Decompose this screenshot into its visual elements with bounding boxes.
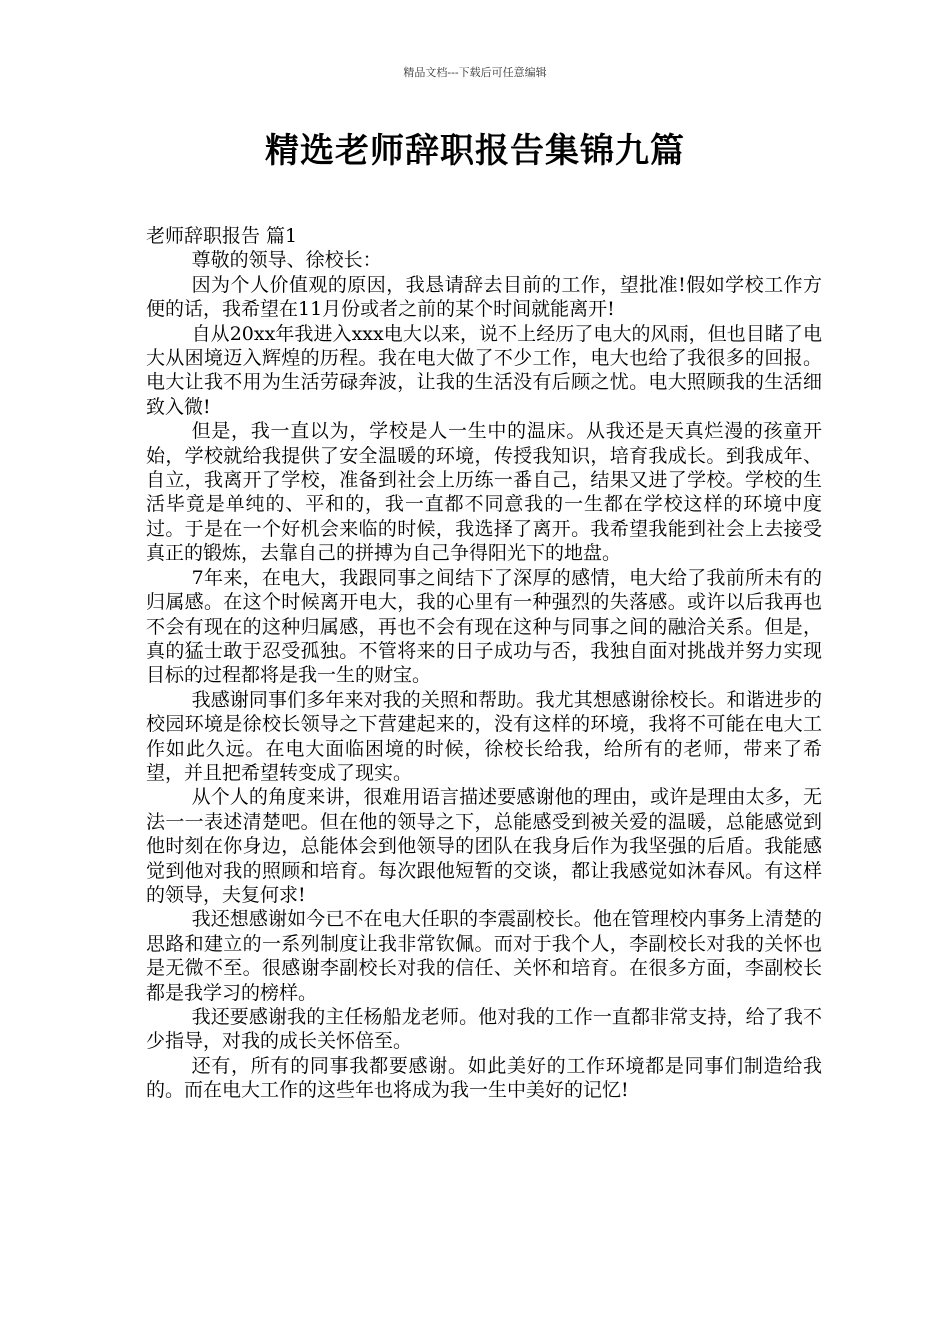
salutation: 尊敬的领导、徐校长： (191, 249, 382, 272)
section-heading: 老师辞职报告 篇1 (146, 225, 298, 247)
paragraph: 我还要感谢我的主任杨船龙老师。他对我的工作一直都非常支持，给了我不少指导，对我的成长关怀倍至。 (146, 1006, 822, 1053)
paragraph: 7年来，在电大，我跟同事之间结下了深厚的感情，电大给了我前所未有的归属感。在这个时候离开电大，我的心里有一种强烈的失落感。或许以后我再也不会有现在的这种归属感，再也不会有现在这种与同事之间的融洽关系。但是，真的猛士敢于忍受孤独。不管将来的日子成功与否，我独自面对挑战并努力实现目标的过程都将是我一生的财宝。 (146, 566, 822, 687)
paragraph: 因为个人价值观的原因，我恳请辞去目前的工作，望批准!假如学校工作方便的话，我希望在11月份或者之前的某个时间就能离开! (146, 273, 822, 321)
paragraph: 自从20xx年我进入xxx电大以来，说不上经历了电大的风雨，但也目睹了电大从困境迈入辉煌的历程。我在电大做了不少工作，电大也给了我很多的回报。电大让我不用为生活劳碌奔波，让我的生活没有后顾之忧。电大照顾我的生活细致入微! (146, 322, 822, 418)
paragraph: 还有，所有的同事我都要感谢。如此美好的工作环境都是同事们制造给我的。而在电大工作的这些年也将成为我一生中美好的记忆! (146, 1054, 822, 1102)
paragraph: 我还想感谢如今已不在电大任职的李震副校长。他在管理校内事务上清楚的思路和建立的一系列制度让我非常钦佩。而对于我个人，李副校长对我的关怀也是无微不至。很感谢李副校长对我的信任、关怀和培育。在很多方面，李副校长都是我学习的榜样。 (146, 908, 822, 1004)
document-body (146, 224, 822, 1103)
paragraph: 但是，我一直以为，学校是人一生中的温床。从我还是天真烂漫的孩童开始，学校就给我提供了安全温暖的环境，传授我知识，培育我成长。到我成年、自立，我离开了学校，准备到社会上历练一番自己，结果又进了学校。学校的生活毕竟是单纯的、平和的，我一直都不同意我的一生都在学校这样的环境中度过。于是在一个好机会来临的时候，我选择了离开。我希望我能到社会上去接受真正的锻炼，去靠自己的拼搏为自己争得阳光下的地盘。 (146, 420, 822, 565)
paragraph: 从个人的角度来讲，很难用语言描述要感谢他的理由，或许是理由太多，无法一一表述清楚吧。但在他的领导之下，总能感受到被关爱的温暖，总能感觉到他时刻在你身边，总能体会到他领导的团队在我身后作为我坚强的后盾。我能感觉到他对我的照顾和培育。每次跟他短暂的交谈，都让我感觉如沐春风。有这样的领导，夫复何求! (146, 786, 822, 906)
header-note: 精品文档---下载后可任意编辑 (403, 66, 547, 79)
paragraph: 我感谢同事们多年来对我的关照和帮助。我尤其想感谢徐校长。和谐进步的校园环境是徐校长领导之下营建起来的，没有这样的环境，我将不可能在电大工作如此久远。在电大面临困境的时候，徐校长给我，给所有的老师，带来了希望，并且把希望转变成了现实。 (146, 688, 822, 784)
document-title: 精选老师辞职报告集锦九篇 (265, 131, 685, 171)
